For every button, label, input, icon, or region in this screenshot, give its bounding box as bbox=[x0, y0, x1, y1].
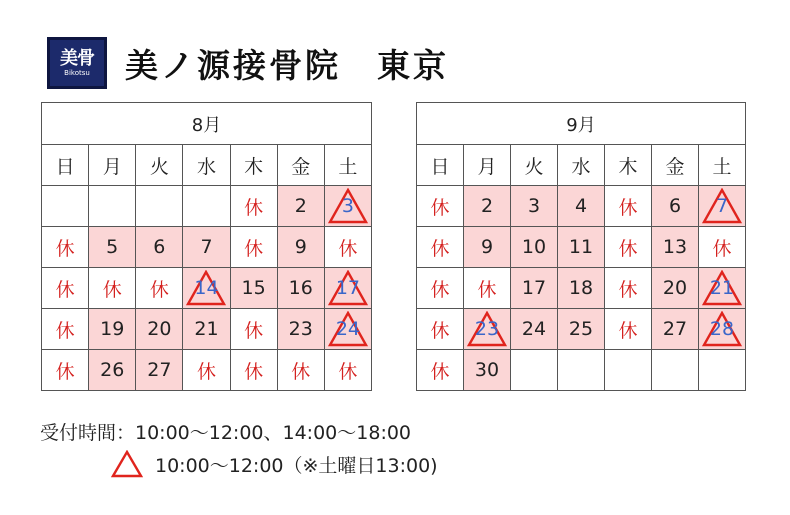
day-cell bbox=[324, 186, 371, 227]
closed-day-cell bbox=[417, 186, 464, 227]
day-cell bbox=[652, 186, 699, 227]
clinic-logo bbox=[47, 37, 107, 89]
day-cell bbox=[136, 350, 183, 391]
day-cell bbox=[464, 186, 511, 227]
day-label: 28 bbox=[709, 318, 735, 340]
day-cell bbox=[652, 309, 699, 350]
day-label: 21 bbox=[709, 277, 735, 299]
closed-day-cell bbox=[417, 350, 464, 391]
closed-day-cell bbox=[417, 309, 464, 350]
day-cell bbox=[464, 309, 511, 350]
triangle-icon bbox=[111, 450, 143, 478]
empty-day-cell bbox=[511, 350, 558, 391]
day-label: 休 bbox=[430, 278, 450, 301]
day-cell bbox=[652, 268, 699, 309]
closed-day-cell bbox=[183, 350, 230, 391]
day-label: 休 bbox=[618, 319, 638, 342]
weekday-header: 木 bbox=[230, 145, 277, 186]
weekday-header: 火 bbox=[136, 145, 183, 186]
day-label: 休 bbox=[338, 360, 358, 383]
closed-day-cell bbox=[42, 309, 89, 350]
day-label: 27 bbox=[662, 318, 688, 340]
day-label: 休 bbox=[244, 319, 264, 342]
day-cell bbox=[89, 227, 136, 268]
day-cell bbox=[230, 268, 277, 309]
day-label: 休 bbox=[430, 196, 450, 219]
day-label: 20 bbox=[662, 277, 688, 299]
day-label: 休 bbox=[618, 237, 638, 260]
day-label: 17 bbox=[521, 277, 547, 299]
day-label: 6 bbox=[668, 195, 682, 217]
day-label: 26 bbox=[100, 359, 125, 381]
day-cell bbox=[558, 227, 605, 268]
day-label: 30 bbox=[474, 359, 500, 381]
day-label: 5 bbox=[106, 236, 119, 258]
day-label: 6 bbox=[153, 236, 166, 258]
closed-day-cell bbox=[230, 186, 277, 227]
closed-day-cell bbox=[42, 350, 89, 391]
legend-text: 10:00〜12:00（※土曜日13:00) bbox=[155, 454, 438, 477]
closed-day-cell bbox=[605, 268, 652, 309]
day-label: 休 bbox=[55, 278, 75, 301]
day-label: 9 bbox=[480, 236, 494, 258]
day-cell bbox=[558, 309, 605, 350]
day-label: 休 bbox=[618, 196, 638, 219]
day-cell bbox=[277, 309, 324, 350]
weekday-header: 土 bbox=[699, 145, 746, 186]
closed-day-cell bbox=[417, 227, 464, 268]
weekday-header: 土 bbox=[324, 145, 371, 186]
closed-day-cell bbox=[699, 227, 746, 268]
day-cell bbox=[89, 350, 136, 391]
calendar-september bbox=[416, 102, 746, 391]
empty-day-cell bbox=[699, 350, 746, 391]
day-label: 7 bbox=[715, 195, 729, 217]
closed-day-cell bbox=[324, 227, 371, 268]
day-cell bbox=[558, 186, 605, 227]
reception-hours: 受付時間：10:00〜12:00、14:00〜18:00 bbox=[40, 422, 412, 444]
day-label: 17 bbox=[335, 277, 361, 299]
day-cell bbox=[464, 227, 511, 268]
day-label: 休 bbox=[430, 237, 450, 260]
day-cell bbox=[136, 227, 183, 268]
closed-day-cell bbox=[230, 309, 277, 350]
weekday-header: 月 bbox=[89, 145, 136, 186]
day-label: 休 bbox=[712, 237, 732, 260]
day-label: 休 bbox=[55, 360, 75, 383]
weekday-header: 金 bbox=[652, 145, 699, 186]
day-cell bbox=[511, 227, 558, 268]
day-cell bbox=[511, 309, 558, 350]
day-label: 7 bbox=[200, 236, 213, 258]
day-label: 13 bbox=[662, 236, 688, 258]
day-label: 10 bbox=[521, 236, 547, 258]
closed-day-cell bbox=[89, 268, 136, 309]
weekday-header: 水 bbox=[558, 145, 605, 186]
closed-day-cell bbox=[42, 227, 89, 268]
day-cell bbox=[511, 268, 558, 309]
day-label: 休 bbox=[244, 196, 264, 219]
triangle-legend bbox=[111, 450, 438, 478]
day-label: 休 bbox=[244, 237, 264, 260]
day-label: 休 bbox=[477, 278, 497, 301]
weekday-header: 水 bbox=[183, 145, 230, 186]
clinic-title: 美ノ源接骨院 東京 bbox=[125, 45, 449, 85]
empty-day-cell bbox=[605, 350, 652, 391]
logo-mark: 美骨 bbox=[60, 47, 94, 69]
logo-subtitle: Bikotsu bbox=[64, 68, 90, 77]
closed-day-cell bbox=[136, 268, 183, 309]
weekday-header: 日 bbox=[417, 145, 464, 186]
day-label: 9 bbox=[294, 236, 307, 258]
day-label: 休 bbox=[338, 237, 358, 260]
day-cell bbox=[464, 350, 511, 391]
closed-day-cell bbox=[605, 227, 652, 268]
day-cell bbox=[324, 268, 371, 309]
closed-day-cell bbox=[42, 268, 89, 309]
day-label: 休 bbox=[430, 319, 450, 342]
day-label: 18 bbox=[568, 277, 594, 299]
empty-day-cell bbox=[558, 350, 605, 391]
day-label: 3 bbox=[341, 195, 354, 217]
empty-day-cell bbox=[42, 186, 89, 227]
day-label: 休 bbox=[196, 360, 216, 383]
day-cell bbox=[277, 186, 324, 227]
day-label: 15 bbox=[241, 277, 266, 299]
day-label: 休 bbox=[244, 360, 264, 383]
day-label: 14 bbox=[194, 277, 219, 299]
day-cell bbox=[89, 309, 136, 350]
day-cell bbox=[136, 309, 183, 350]
day-label: 16 bbox=[288, 277, 313, 299]
day-label: 21 bbox=[194, 318, 219, 340]
day-label: 23 bbox=[288, 318, 313, 340]
day-cell bbox=[699, 268, 746, 309]
page-header bbox=[47, 36, 449, 90]
day-cell bbox=[183, 268, 230, 309]
day-cell bbox=[558, 268, 605, 309]
day-label: 20 bbox=[147, 318, 172, 340]
calendar-august bbox=[41, 102, 372, 391]
closed-day-cell bbox=[417, 268, 464, 309]
month-label: 8月 bbox=[42, 103, 372, 145]
closed-day-cell bbox=[324, 350, 371, 391]
empty-day-cell bbox=[183, 186, 230, 227]
weekday-header: 金 bbox=[277, 145, 324, 186]
empty-day-cell bbox=[652, 350, 699, 391]
day-label: 3 bbox=[527, 195, 541, 217]
day-label: 休 bbox=[149, 278, 169, 301]
day-label: 休 bbox=[618, 278, 638, 301]
day-cell bbox=[183, 227, 230, 268]
day-label: 23 bbox=[474, 318, 500, 340]
day-label: 19 bbox=[100, 318, 125, 340]
day-label: 休 bbox=[55, 319, 75, 342]
closed-day-cell bbox=[230, 350, 277, 391]
day-label: 11 bbox=[568, 236, 594, 258]
day-label: 2 bbox=[480, 195, 494, 217]
day-label: 2 bbox=[294, 195, 307, 217]
day-label: 休 bbox=[291, 360, 311, 383]
day-label: 休 bbox=[102, 278, 122, 301]
closed-day-cell bbox=[230, 227, 277, 268]
day-cell bbox=[324, 309, 371, 350]
day-label: 休 bbox=[55, 237, 75, 260]
closed-day-cell bbox=[464, 268, 511, 309]
day-cell bbox=[652, 227, 699, 268]
month-label: 9月 bbox=[417, 103, 746, 145]
day-cell bbox=[277, 268, 324, 309]
closed-day-cell bbox=[605, 186, 652, 227]
empty-day-cell bbox=[136, 186, 183, 227]
weekday-header: 月 bbox=[464, 145, 511, 186]
day-label: 休 bbox=[430, 360, 450, 383]
empty-day-cell bbox=[89, 186, 136, 227]
day-label: 4 bbox=[574, 195, 588, 217]
closed-day-cell bbox=[277, 350, 324, 391]
day-cell bbox=[511, 186, 558, 227]
closed-day-cell bbox=[605, 309, 652, 350]
day-label: 24 bbox=[335, 318, 361, 340]
day-label: 24 bbox=[521, 318, 547, 340]
weekday-header: 火 bbox=[511, 145, 558, 186]
weekday-header: 木 bbox=[605, 145, 652, 186]
day-label: 27 bbox=[147, 359, 172, 381]
day-cell bbox=[699, 186, 746, 227]
day-cell bbox=[183, 309, 230, 350]
weekday-header: 日 bbox=[42, 145, 89, 186]
day-cell bbox=[277, 227, 324, 268]
day-cell bbox=[699, 309, 746, 350]
day-label: 25 bbox=[568, 318, 594, 340]
